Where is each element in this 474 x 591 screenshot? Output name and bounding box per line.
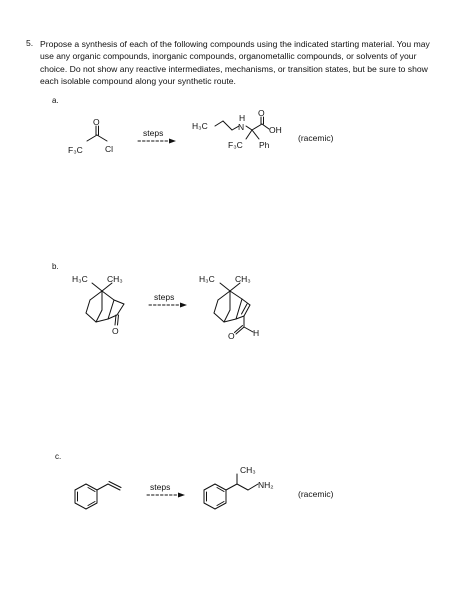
part-a-arrow	[138, 139, 176, 144]
part-b-p-h: H	[253, 328, 260, 338]
part-a-p-n: N	[238, 122, 245, 132]
question-number: 5.	[26, 38, 34, 48]
part-a-label: a.	[52, 96, 59, 105]
part-c-arrow-label: steps	[150, 482, 171, 492]
part-b-arrow-label: steps	[154, 292, 175, 302]
part-b-starting-material	[86, 283, 124, 325]
part-b-label: b.	[52, 262, 59, 271]
part-b-product	[214, 283, 253, 334]
part-a-sm-f3c: F₃C	[68, 145, 83, 155]
part-a-sm-cl: Cl	[105, 144, 114, 154]
part-c-product	[204, 474, 258, 509]
part-b-sm-ch3: CH₃	[107, 274, 123, 284]
part-a-p-ph: Ph	[259, 140, 270, 150]
part-a-starting-material	[87, 126, 107, 141]
question-text: Propose a synthesis of each of the following compounds using the indicated starting material. You may use any organic compounds, inorganic compounds, organometallic compounds, or solvents of your choice. Do not show any reactive intermediates, mechanisms, or transition states, but be sure to show each isolable compound along your synthetic route.	[40, 39, 430, 86]
part-a-sm-o: O	[93, 117, 100, 127]
part-a-arrow-label: steps	[143, 128, 164, 138]
part-c-p-ch3: CH₃	[240, 465, 256, 475]
part-a-p-h: H	[239, 113, 246, 123]
part-c-label: c.	[55, 452, 62, 461]
part-c-note: (racemic)	[298, 489, 334, 499]
part-a-p-h3c: H₃C	[192, 121, 208, 131]
part-b-arrow	[149, 303, 187, 308]
part-c-p-nh2: NH₂	[258, 480, 274, 490]
part-c-arrow	[147, 493, 185, 498]
part-b-p-o: O	[228, 331, 235, 341]
part-a-p-oh: OH	[269, 125, 282, 135]
part-c-starting-material	[75, 482, 121, 510]
part-a-note: (racemic)	[298, 133, 334, 143]
part-b-p-ch3: CH₃	[235, 274, 251, 284]
part-a-p-o: O	[258, 108, 265, 118]
part-b-p-h3c: H₃C	[199, 274, 215, 284]
part-a-p-f3c: F₃C	[228, 140, 243, 150]
part-b-sm-o: O	[112, 326, 119, 336]
part-b-sm-h3c: H₃C	[72, 274, 88, 284]
